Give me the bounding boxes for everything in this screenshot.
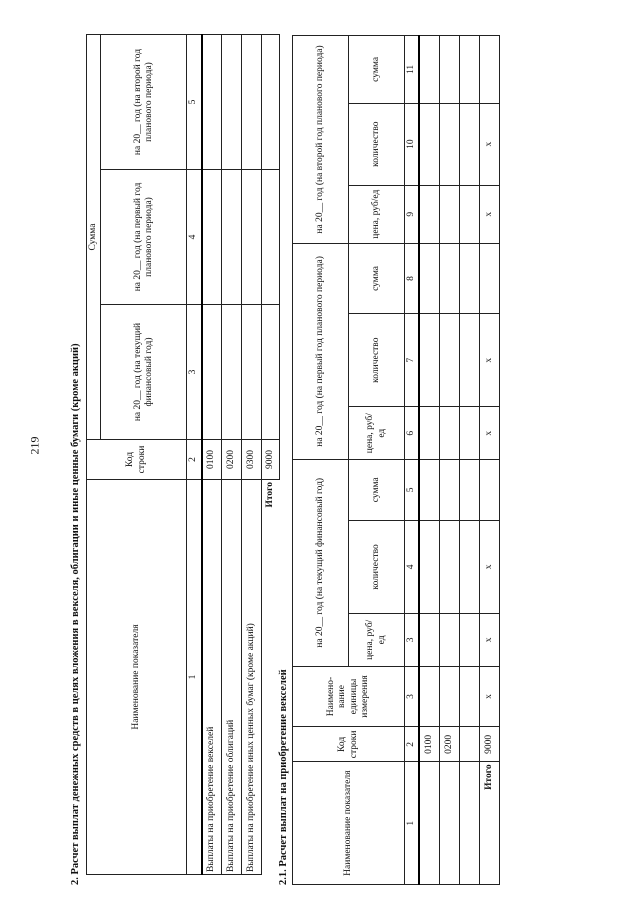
total-code: 9000 <box>479 727 499 762</box>
t1-year3-header: на 20__ год (на второй год планового периода) <box>101 34 187 169</box>
col-number: 6 <box>405 407 420 460</box>
row-code: 0200 <box>222 440 242 480</box>
total-row <box>479 36 499 885</box>
col-number: 9 <box>405 185 420 243</box>
cell[interactable] <box>459 103 479 185</box>
table-row <box>439 36 459 885</box>
col-number: 2 <box>405 727 420 762</box>
cell[interactable] <box>459 243 479 313</box>
cell[interactable] <box>419 36 439 104</box>
cell[interactable] <box>459 459 479 520</box>
table-row <box>419 36 439 885</box>
t1-code-header: Код строки <box>87 440 187 480</box>
section-2-title: 2. Расчет выплат денежных средств в целях вложения в векселя, облигации и иные ценные бумаги (кроме акций) <box>70 343 81 885</box>
cell[interactable] <box>459 185 479 243</box>
t2-code-header: Код строки <box>293 727 405 762</box>
row-code <box>459 727 479 762</box>
cell[interactable] <box>262 34 280 169</box>
col-number: 3 <box>405 614 420 667</box>
cell[interactable] <box>419 762 439 885</box>
cell[interactable] <box>202 170 222 305</box>
cell[interactable] <box>459 520 479 613</box>
t1-year2-header: на 20__ год (на первый год планового периода) <box>101 170 187 305</box>
cell[interactable] <box>222 170 242 305</box>
t1-header-row-1 <box>87 34 101 874</box>
page-number: 219 <box>27 436 42 455</box>
cell[interactable] <box>419 666 439 727</box>
x-mark: x <box>479 614 499 667</box>
x-mark: x <box>479 407 499 460</box>
cell[interactable] <box>439 36 459 104</box>
cell[interactable] <box>262 170 280 305</box>
t2-unit-header: Наимено-вание единицы измерения <box>293 666 405 727</box>
sum-header: сумма <box>349 459 405 520</box>
cell[interactable] <box>479 459 499 520</box>
total-label: Итого <box>265 482 276 508</box>
t2-indicator-header: Наименование показателя <box>293 762 405 885</box>
col-number: 10 <box>405 103 420 185</box>
cell[interactable] <box>419 614 439 667</box>
t2-header-row-1 <box>293 36 349 885</box>
table-row <box>222 34 242 874</box>
t1-year1-header: на 20__ год (на текущий финансовый год) <box>101 305 187 440</box>
cell[interactable] <box>222 305 242 440</box>
row-name: Выплаты на приобретение облигаций <box>222 480 242 875</box>
total-label: Итого <box>479 762 499 885</box>
qty-header: количество <box>349 313 405 406</box>
cell[interactable] <box>419 407 439 460</box>
cell[interactable] <box>479 36 499 104</box>
col-number: 4 <box>187 170 202 305</box>
sum-header: сумма <box>349 36 405 104</box>
t2-year1-header: на 20__ год (на текущий финансовый год) <box>293 459 349 666</box>
section-2-1-title: 2.1. Расчет выплат на приобретение векселей <box>278 669 289 885</box>
price-header: цена, руб/ед <box>349 614 405 667</box>
bills-payments-table <box>292 35 500 885</box>
cell[interactable] <box>459 666 479 727</box>
cell[interactable] <box>419 459 439 520</box>
cell[interactable] <box>439 459 459 520</box>
x-mark: x <box>479 185 499 243</box>
cell[interactable] <box>439 407 459 460</box>
col-number: 1 <box>187 480 202 875</box>
row-name: Выплаты на приобретение иных ценных бумаг (кроме акций) <box>242 480 262 875</box>
x-mark: x <box>479 666 499 727</box>
table-row <box>459 36 479 885</box>
cell[interactable] <box>459 407 479 460</box>
cell[interactable] <box>459 614 479 667</box>
cell[interactable] <box>262 305 280 440</box>
x-mark: x <box>479 520 499 613</box>
x-mark: x <box>479 103 499 185</box>
table-row <box>202 34 222 874</box>
row-code: 0300 <box>242 440 262 480</box>
cell[interactable] <box>242 34 262 169</box>
t1-sum-header: Сумма <box>87 34 101 439</box>
col-number: 3 <box>187 305 202 440</box>
cell[interactable] <box>439 243 459 313</box>
cell[interactable] <box>439 762 459 885</box>
x-mark: x <box>479 313 499 406</box>
col-number: 3 <box>405 666 420 727</box>
cell[interactable] <box>202 305 222 440</box>
cell[interactable] <box>439 185 459 243</box>
row-code: 0100 <box>419 727 439 762</box>
t2-column-numbers <box>405 36 420 885</box>
cell[interactable] <box>419 103 439 185</box>
t2-year3-header: на 20__ год (на второй год планового периода) <box>293 36 349 244</box>
cell[interactable] <box>419 185 439 243</box>
col-number: 11 <box>405 36 420 104</box>
t1-indicator-header: Наименование показателя <box>87 480 187 875</box>
rotated-page-content <box>70 30 494 885</box>
cell[interactable] <box>222 34 242 169</box>
cell[interactable] <box>439 614 459 667</box>
cell[interactable] <box>459 36 479 104</box>
price-header: цена, руб/ед <box>349 185 405 243</box>
cell[interactable] <box>242 305 262 440</box>
payments-securities-table <box>86 34 280 875</box>
t2-year2-header: на 20__ год (на первый год планового периода) <box>293 243 349 459</box>
cell[interactable] <box>459 313 479 406</box>
col-number: 7 <box>405 313 420 406</box>
price-header: цена, руб/ед <box>349 407 405 460</box>
qty-header: количество <box>349 520 405 613</box>
total-code: 9000 <box>262 440 280 480</box>
cell[interactable] <box>202 34 222 169</box>
col-number: 5 <box>405 459 420 520</box>
cell[interactable] <box>419 313 439 406</box>
row-code: 0100 <box>202 440 222 480</box>
table-row <box>242 34 262 874</box>
cell[interactable] <box>439 313 459 406</box>
t1-column-numbers <box>187 34 202 874</box>
cell[interactable] <box>439 103 459 185</box>
cell[interactable] <box>439 666 459 727</box>
col-number: 2 <box>187 440 202 480</box>
col-number: 4 <box>405 520 420 613</box>
cell[interactable] <box>479 243 499 313</box>
cell[interactable] <box>242 170 262 305</box>
cell[interactable] <box>459 762 479 885</box>
sum-header: сумма <box>349 243 405 313</box>
cell[interactable] <box>419 243 439 313</box>
row-name: Выплаты на приобретение векселей <box>202 480 222 875</box>
qty-header: количество <box>349 103 405 185</box>
row-code: 0200 <box>439 727 459 762</box>
col-number: 5 <box>187 34 202 169</box>
col-number: 1 <box>405 762 420 885</box>
cell[interactable] <box>439 520 459 613</box>
col-number: 8 <box>405 243 420 313</box>
cell[interactable] <box>419 520 439 613</box>
